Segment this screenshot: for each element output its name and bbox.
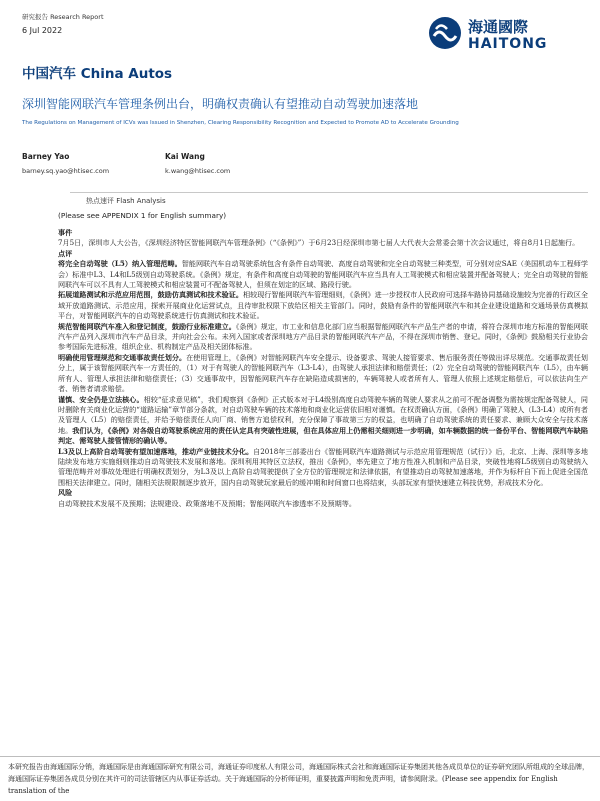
paragraph-lead: 拓展道路测试和示范应用范围，鼓励仿真测试和技术验证。 [58,290,243,300]
analyst-name: Barney Yao [22,152,70,161]
paragraph-lead: L3及以上高阶自动驾驶有望加速落地，推动产业链技术分化。 [58,446,254,456]
company-logo [428,14,578,56]
logo-text-en: HAITONG [468,36,548,52]
comment-paragraph-5 [58,395,588,447]
analyst-2 [165,152,230,175]
paragraph-lead: 明确使用管理规范和交通事故责任划分。 [58,352,187,362]
report-body [58,228,588,509]
analyst-email[interactable]: k.wang@htisec.com [165,167,231,175]
comment-heading: 点评 [58,248,73,258]
paragraph-text: 自2018年三部委出台《智能网联汽车道路测试与示范应用管理规范（试行）》后，北京、上海、深圳等多地陆续发布地方实施细则推动自动驾驶技术发展和落地。深圳利用其特区立法权，推出《条例》，率先建立了地方性准入机制和产品目录，突破性地将L5级别自动驾驶纳入管理范畴并对事故处理进行明确权责划分，为L3及以上高阶自动驾驶提供了全方位的管理规定和法律依据，有望推动自动驾驶加速落地，并作为标杆自下而上促进全国范围相关法律建立。同时，随相关法规限制逐步放开，国内自动驾驶玩家最后的缓冲期和时间窗口也将结束，头部玩家有望快速建立科技优势，形成技术分化。 [58,446,589,487]
report-title-cn: 深圳智能网联汽车管理条例出台，明确权责确认有望推动自动驾驶加速落地 [22,97,419,111]
comment-paragraph-2 [58,290,588,321]
event-paragraph: 7月5日，深圳市人大公告，《深圳经济特区智能网联汽车管理条例》（“《条例》”）于6月23日经深圳市第七届人大代表大会常委会第十次会议通过，将自8月1日起施行。 [58,238,580,248]
comment-paragraph-3 [58,322,588,353]
report-title-en: The Regulations on Management of ICVs was Issued in Shenzhen, Clearing Responsibility Recognition and Expected to Promote AD to Accelerate Grounding [22,120,459,126]
risk-heading: 风险 [58,488,73,498]
paragraph-lead: 将完全自动驾驶（L5）纳入管理范畴。 [58,259,182,269]
sector-title: 中国汽车 China Autos [22,66,173,82]
analyst-email[interactable]: barney.sq.yao@htisec.com [22,167,110,175]
logo-text-cn: 海通國際 [468,18,529,36]
comment-paragraph-4 [58,353,588,395]
paragraph-text: 相较“征求意见稿”，我们观察到《条例》正式版本对于L4级别高度自动驾驶车辆的驾驶人要求从之前可不配备调整为需按规定配备驾驶人，同时删除有关商业化运营的“道路运输”章节部分条款，对自动驾驶车辆的技术落地和商业化运营依旧相对谨慎。在权责确认方面，《条例》明确了驾驶人（L3-L4）或所有者及管理人（L5）的赔偿责任，并给予赔偿责任人向厂商、销售方追偿权利，充分保障了事故第三方的权益，也明确了自动驾驶系统的责任要求、兼顾大众安全与技术落地。 [58,394,588,435]
flash-analysis-label: 热点速评 Flash Analysis [86,197,166,205]
haitong-logo-icon [428,16,462,50]
page-footer [0,756,600,801]
analyst-name: Kai Wang [165,152,205,161]
analyst-1 [22,152,109,175]
event-heading: 事件 [58,228,73,237]
paragraph-text: 相较现行智能网联汽车管理细则，《条例》进一步授权市人民政府可选择车路协同基础设施较为完善的行政区全域开放道路测试、示范应用，探索开展商业化运营试点，且待审批权限下放给区相关主管部门。同时，鼓励有条件的智能网联汽车和其企业建设道路和交通场景仿真模拟平台，对智能网联汽车的自动驾驶系统进行仿真测试和技术验证。 [58,290,588,321]
paragraph-lead: 规范智能网联汽车准入和登记制度，鼓励行业标准建立。 [58,321,236,331]
comment-paragraph-6 [58,447,588,489]
paragraph-text: 《条例》规定，市工业和信息化部门应当根据智能网联汽车产品生产者的申请，将符合深圳市地方标准的智能网联汽车产品列入深圳市汽车产品目录，并向社会公布。未列入国家或者深圳地方产品目录的智能网联汽车产品，不得在深圳市销售、登记。同时，《条例》鼓励相关行业协会参考国际先进标准，组织企业、机构制定产品及相关团体标准。 [58,321,588,352]
report-date: 6 Jul 2022 [22,26,63,35]
paragraph-text: 智能网联汽车自动驾驶系统包含有条件自动驾驶、高度自动驾驶和完全自动驾驶三种类型，可分别对应SAE（美国机动车工程师学会）标准中L3、L4和L5级别自动驾驶系统。《条例》规定，有条件和高度自动驾驶的智能网联汽车应当具有人工驾驶模式和相应装置并配备驾驶人；完全自动驾驶的智能网联汽车可以不具有人工驾驶模式和相应装置可不配备驾驶人，但须在划定的区域、路段行驶。 [58,259,588,290]
paragraph-lead: 谨慎、安全仍是立法核心。 [58,394,144,404]
footer-disclaimer: 本研究报告由海通国际分销，海通国际是由海通国际研究有限公司，海通证券印度私人有限公司，海通国际株式会社和海通国际证券集团其他各成员单位的证券研究团队所组成的全球品牌，海通国际证券集团各成员分别在其许可的司法管辖区内从事证券活动。关于海通国际的分析师证明，重要披露声明和免责声明，请参阅附录。(Please see appendix for English translation of the [8,763,589,795]
paragraph-text: 在使用管理上，《条例》对智能网联汽车安全提示、设备要求、驾驶人接管要求、售后服务责任等做出详尽规范。交通事故责任划分上，属于该智能网联汽车一方责任的，（1）对于有驾驶人的智能网联汽车（L3-L4），由驾驶人承担法律和赔偿责任；（2）完全自动驾驶的智能网联汽车（L5），由车辆所有人、管理人承担法律和赔偿责任；（3）交通事故中，因智能网联汽车存在缺陷造成损害的，车辆驾驶人或者所有人、管理人依照上述规定赔偿后，可以依法向生产者、销售者请求赔偿。 [58,352,588,394]
report-type-label: 研究报告 Research Report [22,13,104,21]
comment-paragraph-1 [58,259,588,290]
appendix-note: (Please see APPENDIX 1 for English summary) [58,211,227,220]
risk-paragraph: 自动驾驶技术发展不及预期；法规建设、政策落地不及预期；智能网联汽车渗透率不及预期等。 [58,498,356,508]
paragraph-conclusion: 我们认为，《条例》对各级自动驾驶系统应用的责任认定具有突破性进展，但在具体应用上仍需相关细则进一步明确，如车辆数据的统一备份平台、智能网联汽车缺陷判定、需驾驶人接管情形的确认等。 [58,425,588,446]
